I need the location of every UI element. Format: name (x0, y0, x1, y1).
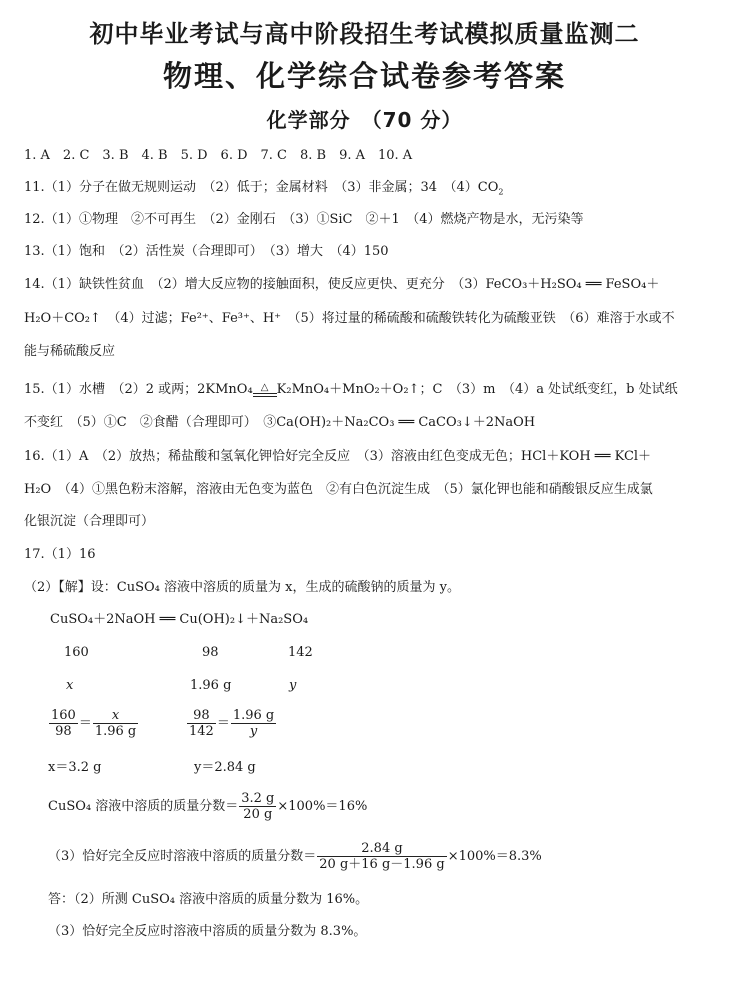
mass-fraction-den: 20 g (243, 807, 273, 822)
ratio1-right-num-text: x (111, 708, 120, 723)
ratio1-left-num: 160 (51, 708, 76, 723)
answer-q14-line1: 14.（1）缺铁性贫血 （2）增大反应物的接触面积，使反应更快、更充分 （3）FeCO₃＋H₂SO₄ ══ FeSO₄＋ (24, 277, 660, 292)
q17-var-x-text: x (66, 678, 74, 693)
mass-fraction-label: CuSO₄ 溶液中溶质的质量分数＝ (48, 799, 239, 814)
answer-q11-text: 11.（1）分子在做无规则运动 （2）低于；金属材料 （3）非金属；34 （4）CO (24, 180, 499, 195)
answer-q14-line3: 能与稀硫酸反应 (24, 344, 116, 359)
part3-num: 2.84 g (317, 841, 446, 857)
part3-den: 20 g＋16 g－1.96 g (319, 857, 445, 872)
answer-q13: 13.（1）饱和 （2）活性炭（合理即可） （3）增大 （4）150 (24, 244, 389, 259)
ratio1-left (49, 708, 78, 739)
part3-frac (317, 841, 446, 872)
q17-molar-mass-cuoh2: 98 (202, 645, 219, 660)
exam-title: 初中毕业考试与高中阶段招生考试模拟质量监测二 (89, 20, 640, 48)
mass-fraction-frac (239, 791, 276, 822)
q17-equation: CuSO₄＋2NaOH ══ Cu(OH)₂↓＋Na₂SO₄ (50, 612, 309, 627)
ratio2-right (231, 708, 276, 739)
part3-result: ×100%＝8.3% (447, 849, 542, 864)
q17-molar-mass-na2so4: 142 (288, 645, 313, 660)
q17-var-y-text: y (289, 678, 297, 693)
ratio1-left-den: 98 (55, 724, 72, 739)
final-answer-1: 答：（2）所测 CuSO₄ 溶液中溶质的质量分数为 16%。 (48, 892, 369, 907)
answer-q16-line2: H₂O （4）①黑色粉末溶解，溶液由无色变为蓝色 ②有白色沉淀生成 （5）氯化钾也能和硝酸银反应生成氯 (24, 482, 653, 497)
paper-title: 物理、化学综合试卷参考答案 (162, 59, 566, 93)
heat-triangle-icon: △ (260, 381, 269, 393)
q17-mass-fraction-cuso4 (48, 791, 367, 822)
answer-q16-line3: 化银沉淀（合理即可） (24, 514, 155, 529)
answer-q16-line1: 16.（1）A （2）放热；稀盐酸和氢氧化钾恰好完全反应 （3）溶液由红色变成无色；HCl＋KOH ══ KCl＋ (24, 449, 652, 464)
q17-mass-cuoh2: 1.96 g (190, 678, 232, 693)
part3-label: （3）恰好完全反应时溶液中溶质的质量分数＝ (48, 849, 317, 864)
ratio1-right-num (93, 708, 138, 724)
ratio1-right (93, 708, 138, 739)
q17-var-y (289, 678, 296, 694)
mass-fraction-result: ×100%＝16% (277, 799, 368, 814)
answers-q1-10: 1. A 2. C 3. B 4. B 5. D 6. D 7. C 8. B 9. A 10. A (24, 148, 413, 163)
answer-q17-part2-intro: （2）【解】设：CuSO₄ 溶液中溶质的质量为 x，生成的硫酸钠的质量为 y。 (24, 580, 460, 595)
q17-ratio-2: $\frac{98}{142}$ ＝ $\frac{1.96 g}{y}$ (189, 708, 275, 739)
answer-q11-subscript: 2 (498, 187, 504, 197)
ratio2-right-den-text: y (249, 724, 258, 739)
q17-part3-calc (48, 841, 542, 872)
ratio1-right-den: 1.96 g (94, 724, 137, 739)
answer-q15-line2: 不变红 （5）①C ②食醋（合理即可） ③Ca(OH)₂＋Na₂CO₃ ══ CaCO₃↓＋2NaOH (24, 415, 536, 430)
ratio2-left-den: 142 (189, 724, 214, 739)
answer-q12: 12.（1）①物理 ②不可再生 （2）金刚石 （3）①SiC ②＋1 （4）燃烧产物是水，无污染等 (24, 212, 584, 227)
q17-var-x (66, 678, 73, 694)
q17-result-y: y＝2.84 g (194, 760, 256, 775)
ratio2-left-num: 98 (187, 708, 216, 724)
q17-ratio-1: $\frac{160}{98}$ ＝ $\frac{x}{1.96 g}$ (51, 708, 137, 739)
mass-fraction-num: 3.2 g (241, 791, 275, 806)
heat-condition-sign (253, 383, 277, 397)
answer-q11 (24, 180, 504, 196)
q17-result-x: x＝3.2 g (48, 760, 102, 775)
answer-q15-line1-part2: K₂MnO₄＋MnO₂＋O₂↑；C （3）m （4）a 处试纸变红，b 处试纸 (276, 382, 678, 397)
ratio2-right-den (231, 724, 276, 739)
final-answer-2: （3）恰好完全反应时溶液中溶质的质量分数为 8.3%。 (48, 924, 367, 939)
ratio2-left (187, 708, 216, 739)
answer-q15-line1-part1: 15.（1）水槽 （2）2 或两；2KMnO₄ (24, 382, 253, 397)
answer-q14-line2: H₂O＋CO₂↑ （4）过滤；Fe²⁺、Fe³⁺、H⁺ （5）将过量的稀硫酸和硫酸铁转化为硫酸亚铁 （6）难溶于水或不 (24, 311, 675, 326)
ratio2-right-num: 1.96 g (232, 708, 275, 723)
q17-molar-mass-cuso4: 160 (64, 645, 89, 660)
section-title: 化学部分 （70 分） (266, 108, 463, 132)
answer-q15-line1 (24, 382, 678, 398)
answer-q17-part1: 17.（1）16 (24, 547, 96, 562)
